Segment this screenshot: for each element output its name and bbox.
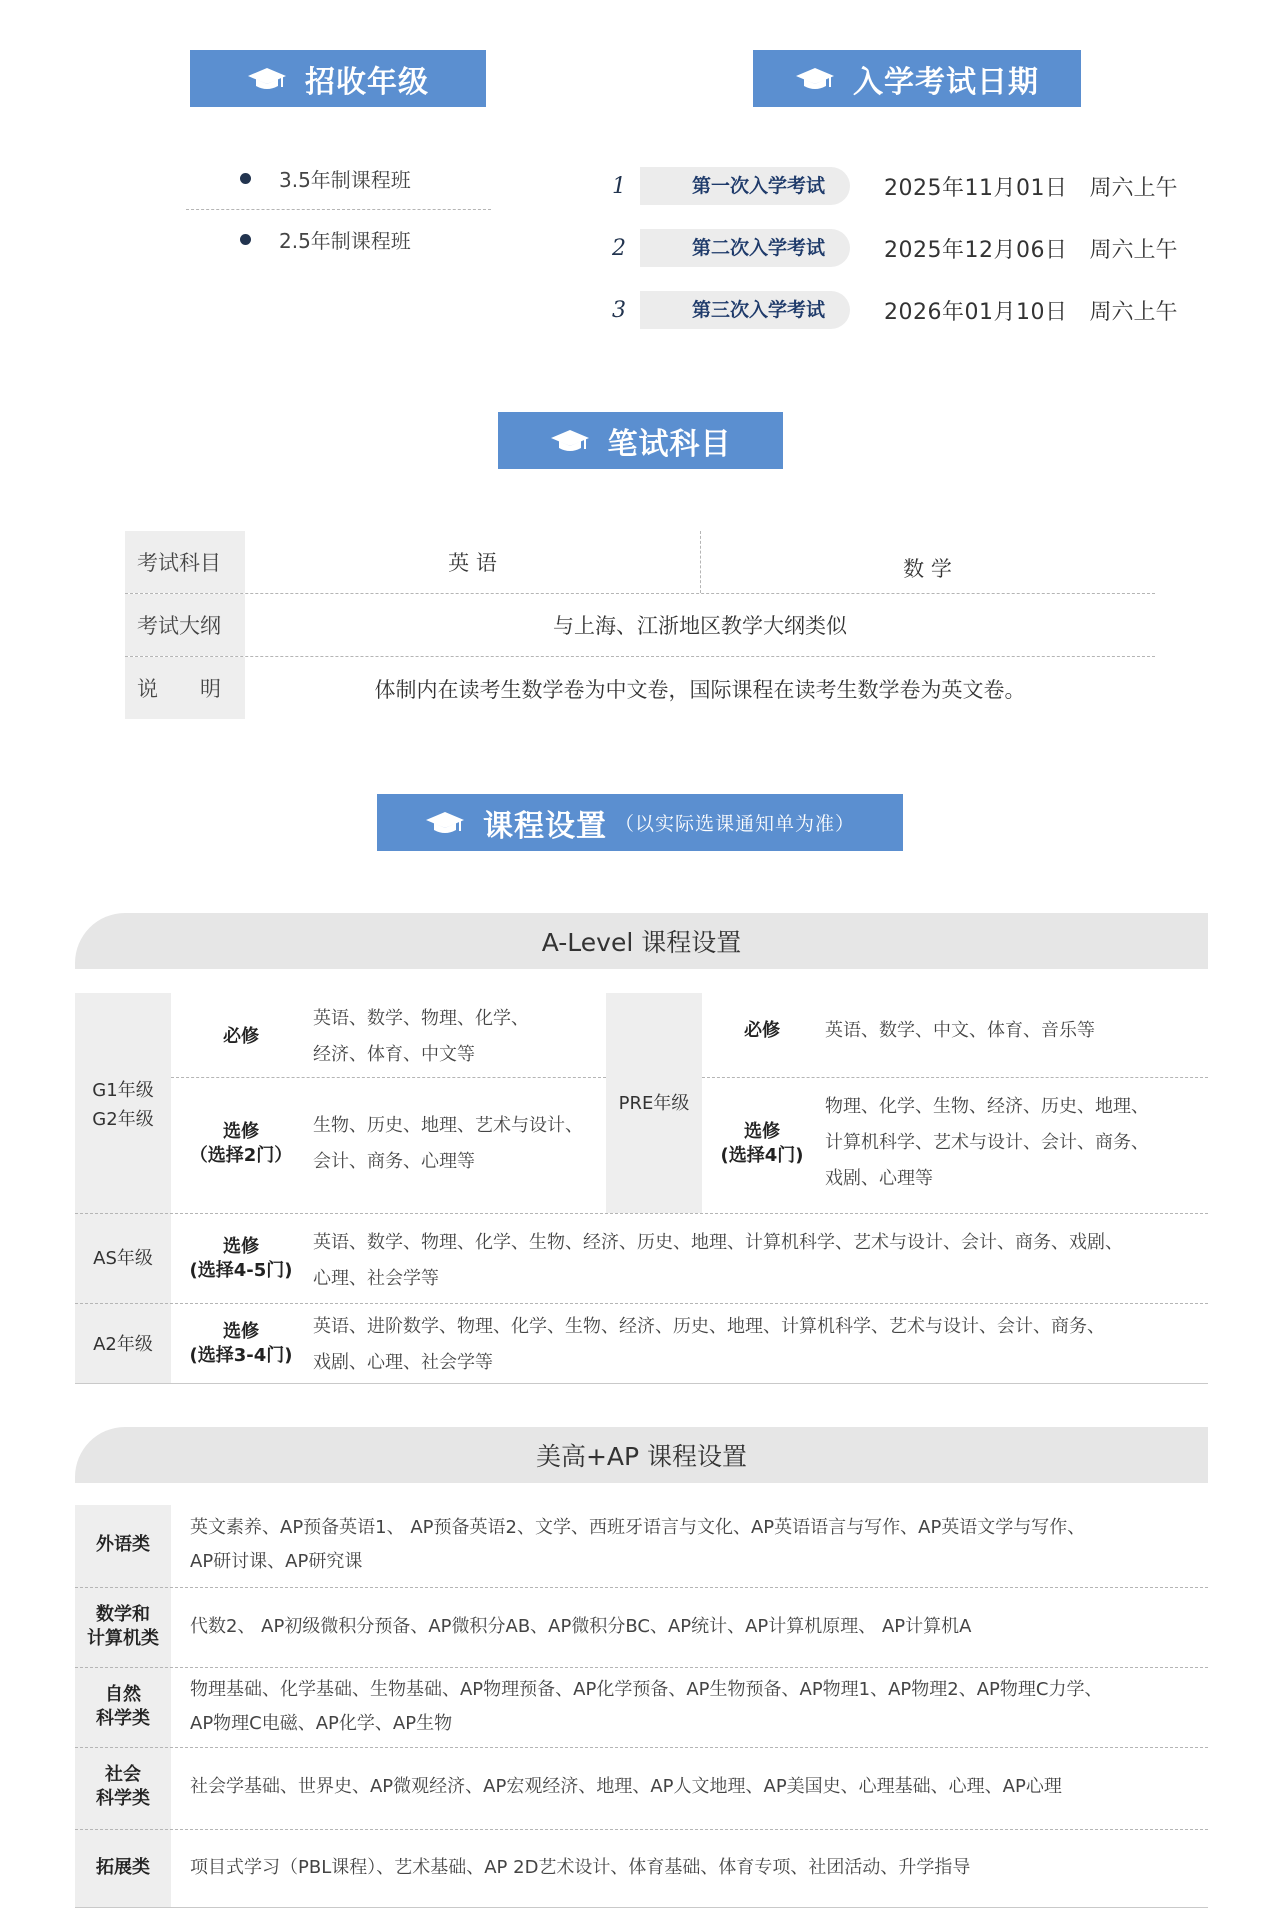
bullet-icon: [240, 234, 251, 245]
divider: [75, 1667, 1208, 1668]
exam-name: 第三次入学考试: [640, 291, 850, 329]
exam-name: 第二次入学考试: [640, 229, 850, 267]
g1g2-elective: 生物、历史、地理、艺术与设计、 会计、商务、心理等: [313, 1115, 583, 1172]
note-label: 说 明: [137, 677, 221, 701]
grade-a2: A2年级: [93, 1334, 153, 1355]
exam-number: 3: [612, 297, 626, 323]
as-courses: 英语、数学、物理、化学、生物、经济、历史、地理、计算机科学、艺术与设计、会计、商务、戏剧、 心理、社会学等: [313, 1232, 1123, 1289]
graduation-cap-icon: [247, 66, 287, 92]
alevel-title: A-Level 课程设置: [541, 928, 742, 957]
ap-courses: 英文素养、AP预备英语1、 AP预备英语2、文学、西班牙语言与文化、AP英语语言与写作、AP英语文学与写作、 AP研讨课、AP研究课: [190, 1517, 1086, 1572]
ap-category: 自然 科学类: [96, 1684, 150, 1729]
ap-title: 美高+AP 课程设置: [535, 1442, 748, 1471]
enrollment-heading: [190, 50, 486, 107]
exam-row: [612, 291, 1178, 329]
graduation-cap-icon: [425, 810, 465, 836]
pre-required: 英语、数学、中文、体育、音乐等: [825, 1020, 1095, 1041]
written-title: 笔试科目: [607, 426, 732, 462]
exam-number: 1: [612, 173, 626, 199]
divider: [171, 1077, 606, 1078]
divider: [75, 1587, 1208, 1588]
ap-courses: 社会学基础、世界史、AP微观经济、AP宏观经济、地理、AP人文地理、AP美国史、心理基础、心理、AP心理: [190, 1776, 1062, 1797]
grade-pre: PRE年级: [618, 1093, 690, 1114]
enrollment-item-label: 3.5年制课程班: [279, 168, 411, 192]
enrollment-title: 招收年级: [305, 64, 429, 100]
subject-label-cell: [125, 531, 245, 593]
g1g2-required-label: 必修: [223, 1026, 259, 1047]
ap-courses: 项目式学习（PBL课程）、艺术基础、AP 2D艺术设计、体育基础、体育专项、社团活动、升学指导: [190, 1857, 971, 1878]
courses-note: （以实际选课通知单为准）: [614, 813, 855, 835]
grade-column: [75, 993, 171, 1383]
divider: [75, 1907, 1208, 1908]
exam-number: 2: [612, 235, 626, 261]
note-label-cell: [125, 657, 245, 719]
note-text: 体制内在读考生数学卷为中文卷，国际课程在读考生数学卷为英文卷。: [374, 678, 1026, 702]
exam-name: 第一次入学考试: [640, 167, 850, 205]
divider: [75, 1829, 1208, 1830]
a2-courses: 英语、进阶数学、物理、化学、生物、经济、历史、地理、计算机科学、艺术与设计、会计、商务、 戏剧、心理、社会学等: [313, 1316, 1105, 1373]
enrollment-item: [240, 164, 411, 193]
pre-required-label: 必修: [744, 1020, 780, 1041]
graduation-cap-icon: [795, 66, 835, 92]
ap-category: 外语类: [96, 1534, 150, 1555]
exam-date: 2025年11月01日: [884, 175, 1068, 201]
divider: [186, 209, 491, 210]
divider: [75, 1303, 1208, 1304]
grade-as: AS年级: [93, 1248, 153, 1269]
exam-date: 2025年12月06日: [884, 237, 1068, 263]
alevel-section-header: [75, 913, 1208, 969]
outline-label-cell: [125, 594, 245, 656]
divider: [75, 1383, 1208, 1384]
a2-elective-label: 选修 (选择3-4门): [189, 1321, 293, 1366]
ap-category: 社会 科学类: [96, 1764, 150, 1809]
ap-courses: 代数2、 AP初级微积分预备、AP微积分AB、AP微积分BC、AP统计、AP计算机原理、 AP计算机A: [190, 1616, 972, 1637]
divider: [125, 593, 1155, 594]
ap-category: 数学和 计算机类: [87, 1604, 159, 1649]
divider: [75, 1213, 1208, 1214]
written-heading: [498, 412, 783, 469]
outline-label: 考试大纲: [137, 614, 221, 638]
courses-title: 课程设置: [482, 808, 607, 844]
english-subject: 英 语: [448, 551, 497, 575]
divider: [702, 1077, 1208, 1078]
graduation-cap-icon: [550, 428, 590, 454]
as-elective-label: 选修 (选择4-5门): [189, 1236, 293, 1281]
ap-courses: 物理基础、化学基础、生物基础、AP物理预备、AP化学预备、AP生物预备、AP物理1、AP物理2、AP物理C力学、 AP物理C电磁、AP化学、AP生物: [190, 1679, 1103, 1734]
exam-row: [612, 167, 1178, 205]
exam-dates-heading: [753, 50, 1081, 107]
exam-time: 周六上午: [1089, 299, 1178, 325]
exam-date: 2026年01月10日: [884, 299, 1068, 325]
grade-g1g2: G1年级 G2年级: [92, 1080, 154, 1130]
exam-time: 周六上午: [1089, 175, 1178, 201]
subject-label: 考试科目: [137, 551, 221, 575]
enrollment-item: [240, 225, 411, 254]
outline-text: 与上海、江浙地区教学大纲类似: [553, 614, 847, 638]
exam-time: 周六上午: [1089, 237, 1178, 263]
math-subject: 数 学: [903, 557, 952, 581]
exam-dates-title: 入学考试日期: [853, 64, 1039, 100]
courses-heading: [377, 794, 903, 851]
ap-section-header: [75, 1427, 1208, 1483]
pre-elective-label: 选修 (选择4门): [720, 1121, 804, 1166]
exam-row: [612, 229, 1178, 267]
pre-elective: 物理、化学、生物、经济、历史、地理、 计算机科学、艺术与设计、会计、商务、 戏剧、心理等: [825, 1096, 1149, 1189]
enrollment-item-label: 2.5年制课程班: [279, 229, 411, 253]
divider: [75, 1747, 1208, 1748]
ap-category: 拓展类: [96, 1857, 150, 1878]
bullet-icon: [240, 173, 251, 184]
g1g2-elective-label: 选修 （选择2门）: [189, 1121, 293, 1166]
g1g2-required: 英语、数学、物理、化学、 经济、体育、中文等: [313, 1008, 529, 1065]
divider: [125, 656, 1155, 657]
